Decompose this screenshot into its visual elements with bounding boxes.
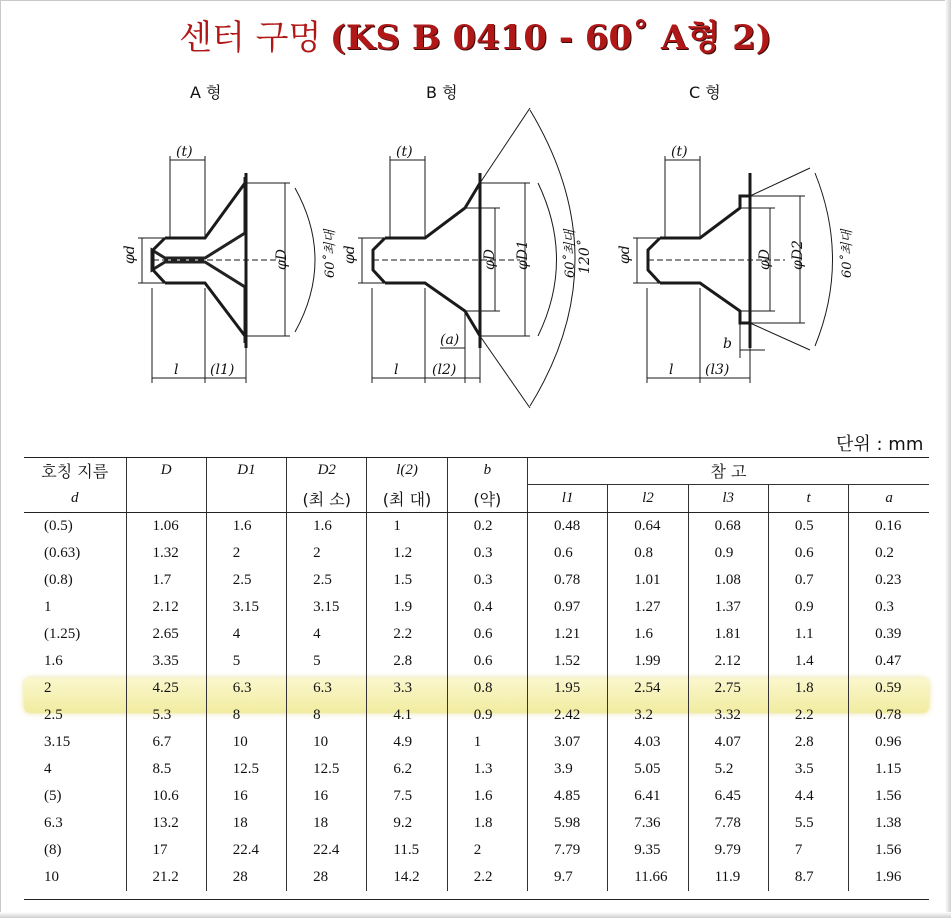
table-cell: 10 xyxy=(206,729,286,756)
title-korean: 센터 구멍 xyxy=(179,18,322,58)
table-cell: 4.4 xyxy=(768,783,848,810)
table-cell: 2.75 xyxy=(688,675,768,702)
table-cell: 28 xyxy=(287,864,367,891)
table-cell: 0.39 xyxy=(849,621,929,648)
table-cell: 1.96 xyxy=(849,864,929,891)
table-cell: (8) xyxy=(44,842,62,858)
table-cell: 2.2 xyxy=(447,864,527,891)
table-cell: 0.4 xyxy=(447,594,527,621)
table-cell: 0.3 xyxy=(849,594,929,621)
table-cell: 0.9 xyxy=(688,540,768,567)
table-cell: 5.3 xyxy=(126,702,206,729)
table-cell: 3.2 xyxy=(608,702,688,729)
header-l2-ref: l2 xyxy=(608,485,688,513)
header-l1: l1 xyxy=(527,485,607,513)
header-d: d xyxy=(24,485,126,513)
header-row-2 xyxy=(24,485,929,513)
table-cell: 1.8 xyxy=(768,675,848,702)
table-cell: 9.7 xyxy=(527,864,607,891)
table-cell: 2.5 xyxy=(287,567,367,594)
type-b-l: l xyxy=(394,362,399,378)
type-b-t: (t) xyxy=(396,144,413,160)
frame-shadow-right xyxy=(945,0,951,918)
table-cell: 4 xyxy=(206,621,286,648)
table-cell: 3.3 xyxy=(367,675,447,702)
type-b-label: B 형 xyxy=(426,83,458,102)
header-l3: l3 xyxy=(688,485,768,513)
table-cell: 2.12 xyxy=(126,594,206,621)
table-cell: 1.32 xyxy=(126,540,206,567)
table-cell: 0.3 xyxy=(447,567,527,594)
table-cell: 12.5 xyxy=(287,756,367,783)
type-b-angle: 60˚최대 xyxy=(563,229,578,278)
table-cell: 1.08 xyxy=(688,567,768,594)
table-cell: 0.7 xyxy=(768,567,848,594)
table-row xyxy=(24,864,929,891)
table-cell: 0.6 xyxy=(768,540,848,567)
table-cell: 2 xyxy=(206,540,286,567)
table-cell: 0.64 xyxy=(608,513,688,541)
table-cell: 0.6 xyxy=(447,648,527,675)
table-cell: (5) xyxy=(44,788,62,804)
table-cell: 3.07 xyxy=(527,729,607,756)
table-row xyxy=(24,513,929,541)
title-code: (KS B 0410 - 60˚ A형 2) xyxy=(329,18,772,58)
table-cell: (0.5) xyxy=(44,518,73,534)
table-cell: 1.4 xyxy=(768,648,848,675)
unit-label: 단위 : mm xyxy=(836,434,924,455)
type-b-D1: φD1 xyxy=(515,240,531,270)
table-cell: 6.3 xyxy=(287,675,367,702)
table-cell: 16 xyxy=(206,783,286,810)
table-cell: 11.9 xyxy=(688,864,768,891)
table-cell: 0.9 xyxy=(768,594,848,621)
type-a-D: φD xyxy=(274,248,290,270)
table-cell: 3.35 xyxy=(126,648,206,675)
table-cell: 2.8 xyxy=(367,648,447,675)
table-cell: 3.15 xyxy=(206,594,286,621)
table-cell: 18 xyxy=(287,810,367,837)
table-cell: 0.78 xyxy=(849,702,929,729)
center-hole-drawings xyxy=(90,78,870,418)
header-l2: l(2) xyxy=(367,457,447,485)
table-cell: 28 xyxy=(206,864,286,891)
header-approx: (약) xyxy=(447,485,527,513)
header-b: b xyxy=(447,457,527,485)
table-cell: 1.6 xyxy=(287,513,367,541)
type-c-d: φd xyxy=(617,245,633,264)
table-cell: 1.56 xyxy=(849,837,929,864)
table-cell: 8.7 xyxy=(768,864,848,891)
table-cell: 0.47 xyxy=(849,648,929,675)
table-cell: 3.15 xyxy=(44,734,71,750)
table-cell: 3.5 xyxy=(768,756,848,783)
table-cell: 1 xyxy=(44,599,52,615)
table-cell: (0.8) xyxy=(44,572,73,588)
table-row xyxy=(24,594,929,621)
table-cell: 8 xyxy=(206,702,286,729)
table-body xyxy=(24,513,929,892)
diagram-type-a xyxy=(122,83,338,383)
table-cell: 6.3 xyxy=(206,675,286,702)
table-cell: 4 xyxy=(287,621,367,648)
table-cell: 1.99 xyxy=(608,648,688,675)
header-D2: D2 xyxy=(287,457,367,485)
type-a-label: A 형 xyxy=(190,83,222,102)
table-cell: 1.1 xyxy=(768,621,848,648)
table-cell: 1.06 xyxy=(126,513,206,541)
table-cell: 2.5 xyxy=(44,707,63,723)
table-cell: 14.2 xyxy=(367,864,447,891)
header-D: D xyxy=(126,457,206,485)
table-cell: 0.78 xyxy=(527,567,607,594)
table-cell: 7.79 xyxy=(527,837,607,864)
table-cell: 7.5 xyxy=(367,783,447,810)
type-a-t: (t) xyxy=(176,144,193,160)
table-cell: 1 xyxy=(447,729,527,756)
table-cell: 5 xyxy=(287,648,367,675)
table-cell: 12.5 xyxy=(206,756,286,783)
table-cell: 4 xyxy=(44,761,52,777)
table-cell: 0.48 xyxy=(527,513,607,541)
table-cell: 4.85 xyxy=(527,783,607,810)
table-cell: 1.6 xyxy=(608,621,688,648)
table-cell: 18 xyxy=(206,810,286,837)
table-cell: 11.66 xyxy=(608,864,688,891)
header-row-1 xyxy=(24,457,929,485)
table-cell: 1.56 xyxy=(849,783,929,810)
table-row xyxy=(24,621,929,648)
type-c-angle: 60˚최대 xyxy=(840,229,855,278)
table-cell: (1.25) xyxy=(44,626,81,642)
table-cell: 2.12 xyxy=(688,648,768,675)
header-max: (최 대) xyxy=(367,485,447,513)
table-cell: 0.3 xyxy=(447,540,527,567)
center-hole-table xyxy=(24,457,929,891)
table-cell: 2.2 xyxy=(768,702,848,729)
table-cell: 4.1 xyxy=(367,702,447,729)
table-cell: 3.32 xyxy=(688,702,768,729)
table-cell: 1.6 xyxy=(44,653,63,669)
table-cell: 4.07 xyxy=(688,729,768,756)
type-a-l1: (l1) xyxy=(210,362,235,378)
table-cell: 0.96 xyxy=(849,729,929,756)
table-cell: 16 xyxy=(287,783,367,810)
type-b-D: φD xyxy=(482,248,498,270)
table-cell: 3.15 xyxy=(287,594,367,621)
table-cell: 0.2 xyxy=(849,540,929,567)
table-cell: 2 xyxy=(287,540,367,567)
table-cell: 6.45 xyxy=(688,783,768,810)
page-title xyxy=(0,16,951,61)
table-cell: 8 xyxy=(287,702,367,729)
header-empty-D xyxy=(126,485,206,513)
diagram-type-c xyxy=(617,83,855,383)
table-cell: 0.9 xyxy=(447,702,527,729)
table-cell: 10.6 xyxy=(126,783,206,810)
table-cell: 0.2 xyxy=(447,513,527,541)
table-cell: 7.36 xyxy=(608,810,688,837)
table-cell: 10 xyxy=(287,729,367,756)
table-cell: 0.97 xyxy=(527,594,607,621)
table-cell: 5.98 xyxy=(527,810,607,837)
table-cell: 22.4 xyxy=(287,837,367,864)
header-t: t xyxy=(768,485,848,513)
table-cell: 1.5 xyxy=(367,567,447,594)
header-a: a xyxy=(849,485,929,513)
type-c-l3: (l3) xyxy=(705,362,730,378)
table-cell: (0.63) xyxy=(44,545,81,561)
table-cell: 1.3 xyxy=(447,756,527,783)
table-cell: 6.2 xyxy=(367,756,447,783)
table-cell: 1.37 xyxy=(688,594,768,621)
table-cell: 2.5 xyxy=(206,567,286,594)
table-cell: 22.4 xyxy=(206,837,286,864)
table-cell: 8.5 xyxy=(126,756,206,783)
header-D1: D1 xyxy=(206,457,286,485)
table-cell: 17 xyxy=(126,837,206,864)
table-cell: 2.54 xyxy=(608,675,688,702)
table-cell: 5 xyxy=(206,648,286,675)
table-cell: 2.2 xyxy=(367,621,447,648)
table-cell: 0.68 xyxy=(688,513,768,541)
table-cell: 4.03 xyxy=(608,729,688,756)
table-cell: 1 xyxy=(367,513,447,541)
table-row xyxy=(24,702,929,729)
table-cell: 3.9 xyxy=(527,756,607,783)
table-row xyxy=(24,540,929,567)
type-c-l: l xyxy=(669,362,674,378)
table-cell: 0.8 xyxy=(447,675,527,702)
type-b-a: (a) xyxy=(440,332,460,348)
table-cell: 5.5 xyxy=(768,810,848,837)
table-cell: 21.2 xyxy=(126,864,206,891)
table-cell: 7.78 xyxy=(688,810,768,837)
header-reference: 참 고 xyxy=(527,457,929,485)
table-cell: 0.6 xyxy=(527,540,607,567)
type-c-label: C 형 xyxy=(689,83,721,102)
table-row xyxy=(24,837,929,864)
table-row xyxy=(24,567,929,594)
table-cell: 10 xyxy=(44,869,59,885)
table-cell: 1.7 xyxy=(126,567,206,594)
table-cell: 9.2 xyxy=(367,810,447,837)
frame-shadow-bottom xyxy=(0,912,951,918)
table-cell: 1.6 xyxy=(447,783,527,810)
table-cell: 1.38 xyxy=(849,810,929,837)
header-empty-D1 xyxy=(206,485,286,513)
table-row xyxy=(24,648,929,675)
table-cell: 2.65 xyxy=(126,621,206,648)
table-cell: 7 xyxy=(768,837,848,864)
table-cell: 2.8 xyxy=(768,729,848,756)
type-b-angle2: 120˚ xyxy=(577,240,593,274)
table-cell: 4.9 xyxy=(367,729,447,756)
table-cell: 1.52 xyxy=(527,648,607,675)
table-cell: 2 xyxy=(44,680,52,696)
table-cell: 1.2 xyxy=(367,540,447,567)
header-nominal-diameter: 호칭 지름 xyxy=(41,462,109,482)
table-row xyxy=(24,783,929,810)
table-cell: 1.81 xyxy=(688,621,768,648)
table-cell: 0.16 xyxy=(849,513,929,541)
table-cell: 0.5 xyxy=(768,513,848,541)
table-cell: 6.7 xyxy=(126,729,206,756)
header-min: (최 소) xyxy=(287,485,367,513)
table-cell: 4.25 xyxy=(126,675,206,702)
table-row xyxy=(24,675,929,702)
type-c-t: (t) xyxy=(671,144,688,160)
table-cell: 1.95 xyxy=(527,675,607,702)
table-cell: 5.2 xyxy=(688,756,768,783)
table-cell: 6.41 xyxy=(608,783,688,810)
table-cell: 9.35 xyxy=(608,837,688,864)
table-cell: 1.01 xyxy=(608,567,688,594)
type-b-l2: (l2) xyxy=(432,362,457,378)
table-cell: 0.8 xyxy=(608,540,688,567)
table-cell: 5.05 xyxy=(608,756,688,783)
type-c-b: b xyxy=(723,336,732,352)
table-cell: 6.3 xyxy=(44,815,63,831)
table-cell: 1.6 xyxy=(206,513,286,541)
table-cell: 11.5 xyxy=(367,837,447,864)
table-cell: 9.79 xyxy=(688,837,768,864)
table-cell: 2 xyxy=(447,837,527,864)
table-cell: 0.59 xyxy=(849,675,929,702)
table-cell: 1.9 xyxy=(367,594,447,621)
diagram-type-b xyxy=(342,83,593,408)
table-row xyxy=(24,729,929,756)
table-cell: 0.6 xyxy=(447,621,527,648)
table-cell: 2.42 xyxy=(527,702,607,729)
table-cell: 1.8 xyxy=(447,810,527,837)
table-cell: 13.2 xyxy=(126,810,206,837)
table-cell: 0.23 xyxy=(849,567,929,594)
type-c-D2: φD2 xyxy=(790,240,806,270)
type-b-d: φd xyxy=(342,245,358,264)
table-cell: 1.27 xyxy=(608,594,688,621)
type-a-l: l xyxy=(174,362,179,378)
table-cell: 1.21 xyxy=(527,621,607,648)
type-a-angle: 60˚최대 xyxy=(323,229,338,278)
type-a-d: φd xyxy=(122,245,138,264)
table-row xyxy=(24,810,929,837)
type-c-D: φD xyxy=(757,248,773,270)
table-row xyxy=(24,756,929,783)
table-cell: 1.15 xyxy=(849,756,929,783)
